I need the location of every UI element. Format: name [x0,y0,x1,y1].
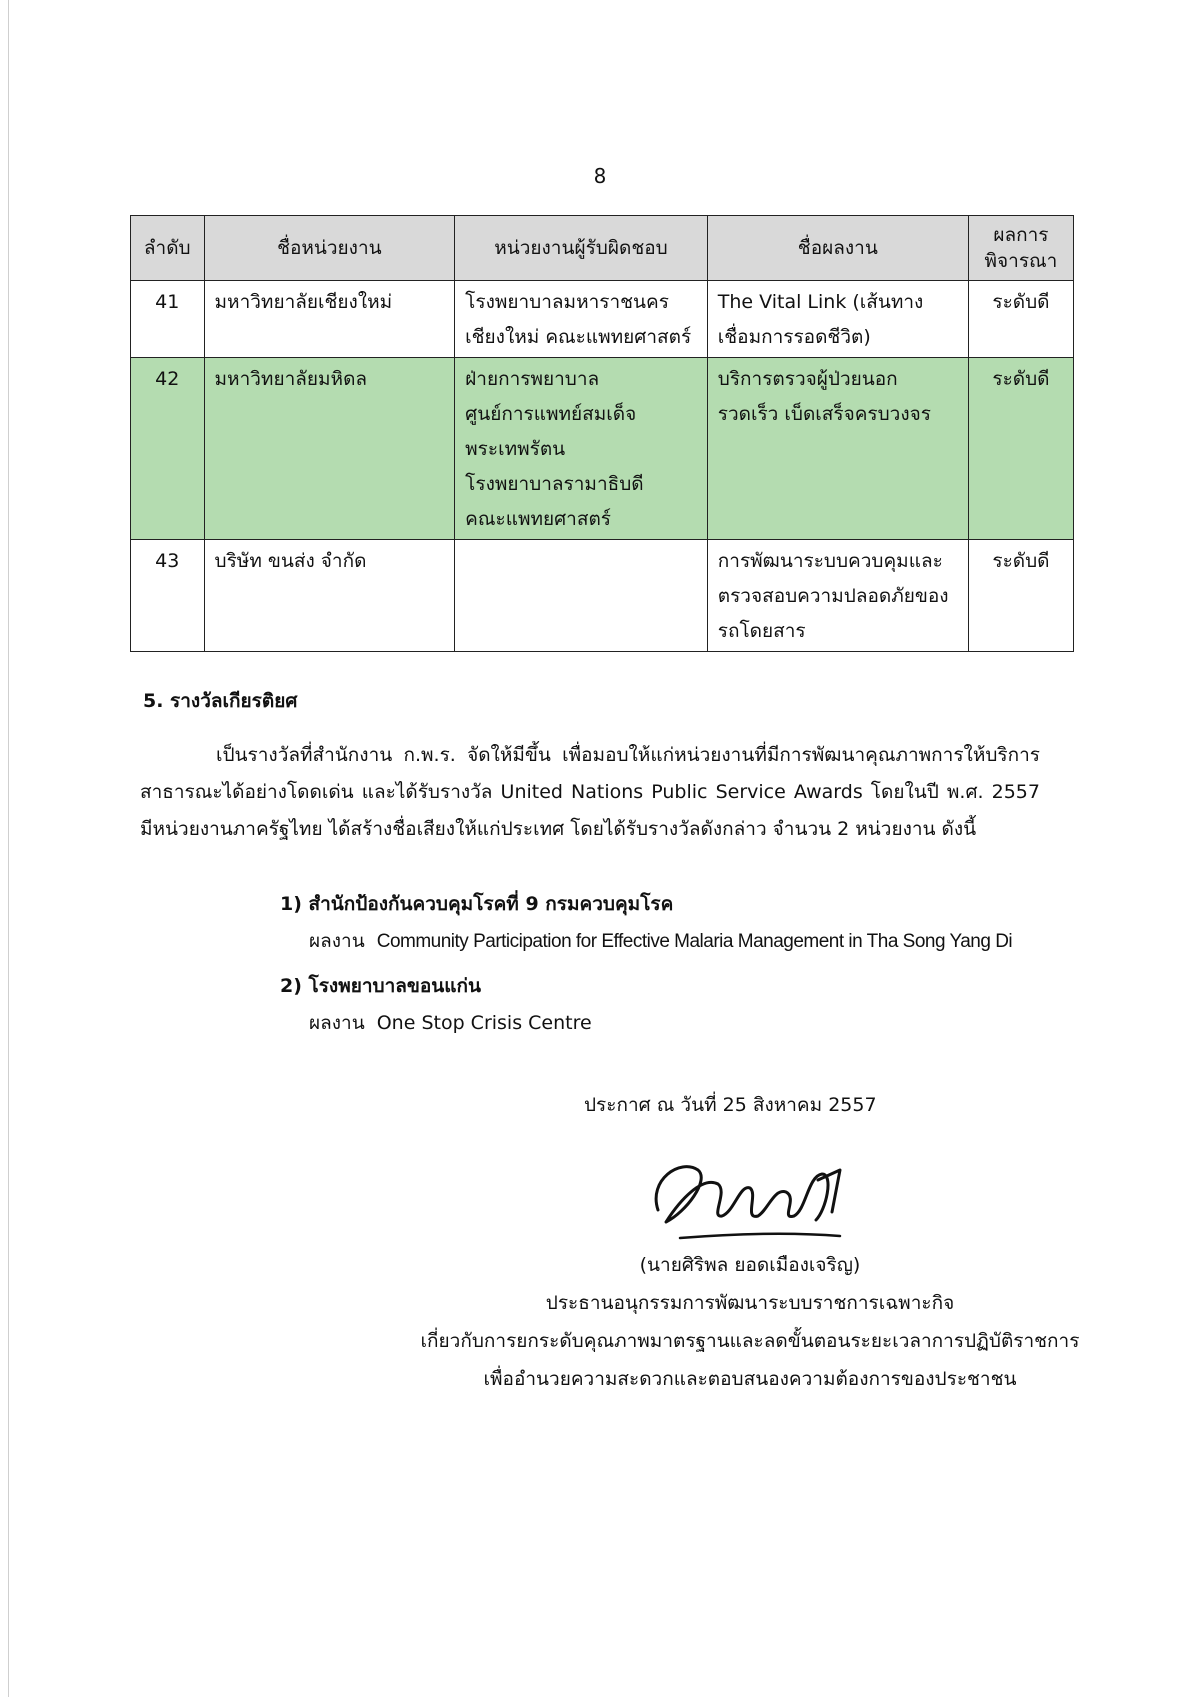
row-no: 42 [131,358,205,540]
header-result-line1: ผลการ [993,224,1049,246]
scan-edge-line [8,0,9,1697]
announcement-date: ประกาศ ณ วันที่ 25 สิงหาคม 2557 [584,1094,877,1116]
header-no: ลำดับ [131,216,205,281]
row-work-line: ตรวจสอบความปลอดภัยของ [717,585,949,607]
table-row [131,540,1074,652]
page-number: 8 [593,164,607,188]
award-item-title: 2) โรงพยาบาลขอนแก่น [280,975,482,997]
row-no: 41 [131,281,205,358]
row-responsible [455,540,708,652]
row-responsible-line: เชียงใหม่ คณะแพทยศาสตร์ [465,326,692,348]
table-header-row [131,216,1074,281]
section-title: 5. รางวัลเกียรติยศ [143,690,298,712]
table-row-highlighted [131,358,1074,540]
table-row [131,281,1074,358]
row-org: บริษัท ขนส่ง จำกัด [204,540,455,652]
award-item-title: 1) สำนักป้องกันควบคุมโรคที่ 9 กรมควบคุมโรค [280,893,674,915]
row-work-line: บริการตรวจผู้ป่วยนอก [717,368,898,390]
signer-title-line: เกี่ยวกับการยกระดับคุณภาพมาตรฐานและลดขั้นตอนระยะเวลาการปฏิบัติราชการ [420,1330,1080,1352]
row-work [707,540,968,652]
row-org: มหาวิทยาลัยมหิดล [204,358,455,540]
header-org: ชื่อหน่วยงาน [204,216,455,281]
header-work: ชื่อผลงาน [707,216,968,281]
header-result-line2: พิจารณา [984,250,1058,272]
paragraph-text: เป็นรางวัลที่สำนักงาน ก.พ.ร. จัดให้มีขึ้น เพื่อมอบให้แก่หน่วยงานที่มีการพัฒนาคุณภาพการให้บริการสาธารณะได้อย่างโดดเด่น และได้รับรางวัล United Nations Public Service Awards โดยในปี พ.ศ. 2557 มีหน่วยงานภาครัฐไทย ได้สร้างชื่อเสียงให้แก่ประเทศ โดยได้รับรางวัลดังกล่าว จำนวน 2 หน่วยงาน ดังนี้ [140,744,1040,840]
signer-title-line: ประธานอนุกรรมการพัฒนาระบบราชการเฉพาะกิจ [545,1292,955,1314]
award-item-work [309,1008,592,1038]
header-result [968,216,1073,281]
row-responsible [455,358,708,540]
row-responsible-line: ศูนย์การแพทย์สมเด็จ [465,403,637,425]
signer-name: (นายศิริพล ยอดเมืองเจริญ) [639,1254,861,1276]
row-work-line: รถโดยสาร [717,620,806,642]
award-work-text: Community Participation for Effective Malaria Management in Tha Song Yang Di [376,931,1013,952]
award-work-text: One Stop Crisis Centre [376,1012,592,1034]
row-work-line: รวดเร็ว เบ็ดเสร็จครบวงจร [717,403,931,425]
row-result: ระดับดี [968,358,1073,540]
row-org: มหาวิทยาลัยเชียงใหม่ [204,281,455,358]
row-work [707,281,968,358]
row-result: ระดับดี [968,540,1073,652]
row-work-line: การพัฒนาระบบควบคุมและ [717,550,943,572]
signature-block [400,1246,1100,1398]
signer-title-line: เพื่ออำนวยความสะดวกและตอบสนองความต้องการของประชาชน [483,1368,1017,1390]
award-work-label: ผลงาน [309,930,365,952]
row-responsible-line: โรงพยาบาลมหาราชนคร [465,291,669,313]
row-responsible-line: โรงพยาบาลรามาธิบดี [465,473,644,495]
row-work-line: เชื่อมการรอดชีวิต) [717,326,871,348]
row-responsible-line: คณะแพทยศาสตร์ [465,508,611,530]
row-responsible-line: ฝ่ายการพยาบาล [465,368,600,390]
row-responsible [455,281,708,358]
row-work [707,358,968,540]
award-work-label: ผลงาน [309,1012,365,1034]
awards-table [130,215,1074,652]
section-paragraph [140,737,1040,848]
header-responsible: หน่วยงานผู้รับผิดชอบ [455,216,708,281]
row-no: 43 [131,540,205,652]
award-item-work [309,926,1012,956]
row-responsible-line: พระเทพรัตน [465,438,566,460]
row-result: ระดับดี [968,281,1073,358]
row-work-line: The Vital Link (เส้นทาง [717,291,924,313]
signature-icon [640,1140,860,1250]
